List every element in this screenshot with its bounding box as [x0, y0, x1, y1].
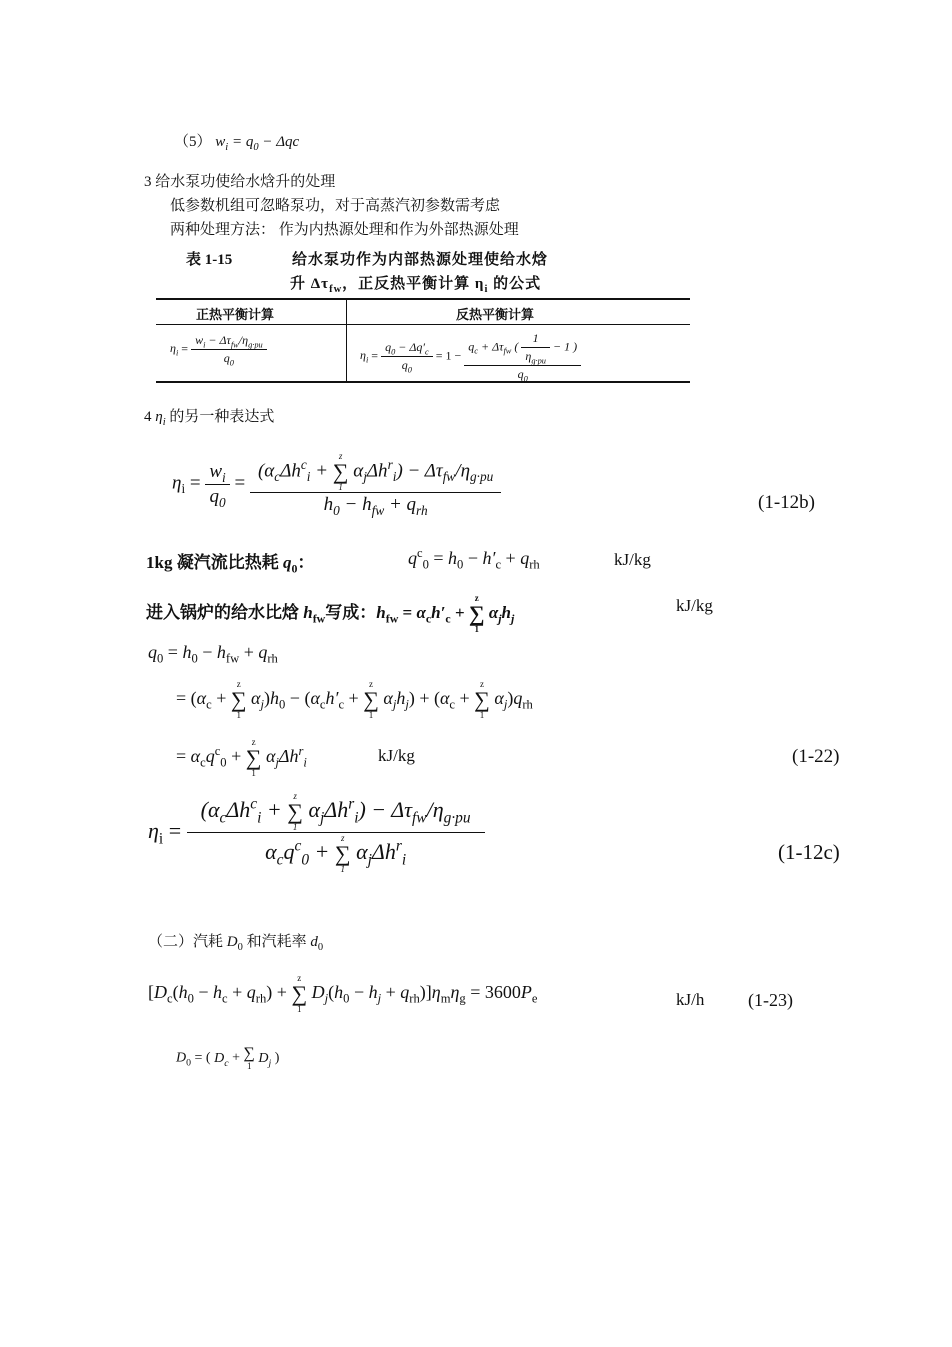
q0c-unit: kJ/kg: [614, 550, 651, 569]
formula-wi: [174, 130, 299, 151]
table-body-row: [156, 325, 690, 383]
q0-derivation-3: = $\alpha_cq^c_0$ + z ∑ 1 $\alpha_j\Delta h^r_i$: [176, 737, 307, 778]
table-header-row: [156, 298, 690, 325]
eq-1-22-unit: kJ/kg: [378, 746, 415, 765]
table-header-forward: 正热平衡计算: [196, 307, 275, 322]
table-header-reverse: 反热平衡计算: [456, 307, 535, 322]
q0c-expr: $q^c_0 = h_0 - h'_c + q_{rh}$: [408, 546, 540, 572]
table-caption-line-2: 升 $\Delta\tau_{fw}$，正反热平衡计算 $\eta_i$ 的公式: [290, 276, 542, 295]
q0c-label: 1kg 凝汽流比热耗 $q_0$：: [146, 553, 315, 576]
table-caption-number: 表 1-15: [186, 252, 233, 268]
equation-1-12c: $\eta_i$ = ($\alpha_c\Delta h^c_i$ + z ∑ 1 $\alpha_j\Delta h^r_i) - \Delta\tau_{fw}/\eta_{g\cdot pu}$ $\alpha_cq^c_0$ + z ∑ 1 $\alpha_j\Delta h^r_i$: [148, 792, 485, 874]
q0-derivation-2: = ($\alpha_c$ + z ∑ 1 $\alpha_j)h_0 - (\alpha_ch'_c$ + z ∑ 1 $\alpha_jh_j) + (\alpha_c$ + z ∑ 1 $\alpha_j)q_{rh}$: [176, 679, 533, 720]
section-4-heading: 4 $\eta_i$ 的另一种表达式: [144, 409, 275, 428]
section-3-line-1: 低参数机组可忽略泵功，对于高蒸汽初参数需考虑: [170, 198, 501, 214]
equation-1-23-number: (1-23): [748, 990, 793, 1010]
hfw-unit: kJ/kg: [676, 596, 713, 615]
reverse-formula: $\eta_i$ = $\frac{q_0 - \Delta q'_c}{q_0}$ = 1 − $q_c + \Delta\tau_{fw}$ ( $\frac{1}{\eta_{g\cdot pu}}$ − 1 ) $q_0$: [360, 331, 581, 382]
equation-1-12b: $\eta_i$ = $\frac{w_i}{q_0}$ = ($\alpha_c\Delta h^c_i$ + z ∑ 1 $\alpha_j\Delta h^r_i) - \Delta\tau_{fw}/\eta_{g\cdot pu}$ $h_0 - h_{fw} + q_{rh}$: [172, 452, 501, 516]
formula-wi-expr: $w_i = q_0 - \Delta qc$: [215, 134, 300, 153]
forward-formula: $\eta_i$ = $\frac{w_i - \Delta\tau_{fw}/\eta_{g\cdot pu}}{q_0}$: [170, 333, 267, 366]
section-3-line-2: 两种处理方法： 作为内热源处理和作为外部热源处理: [170, 222, 519, 238]
equation-1-12b-number: (1-12b): [758, 492, 815, 513]
table-caption-line-1: 给水泵功作为内部热源处理使给水焓: [292, 252, 549, 268]
formula-wi-number: （5）: [174, 134, 212, 150]
formula-table: [156, 298, 690, 383]
formula-d0: $D_0$ = ( $D_c$ + ∑ 1 $D_j$ ): [176, 1045, 280, 1071]
equation-1-22-number: (1-22): [792, 746, 840, 767]
equation-1-23: [$D_c(h_0 - h_c + q_{rh})$ + z ∑ 1 $D_j(h_0 - h_j + q_{rh})]\eta_m\eta_g = 3600P_e$: [148, 973, 538, 1014]
q0-derivation-1: $q_0 = h_0 - h_{fw} + q_{rh}$: [148, 642, 278, 666]
section-d0-heading: （二）汽耗 $D_0$ 和汽耗率 $d_0$: [148, 934, 324, 953]
eq-1-23-unit: kJ/h: [676, 990, 705, 1009]
section-3-heading: 3 给水泵功使给水焓升的处理: [144, 174, 336, 190]
hfw-label: 进入锅炉的给水比焓 $h_{fw}$写成：$h_{fw} = \alpha_ch'_c$ + z ∑ 1 $\alpha_jh_j$: [146, 593, 515, 634]
equation-1-12c-number: (1-12c): [778, 840, 840, 864]
